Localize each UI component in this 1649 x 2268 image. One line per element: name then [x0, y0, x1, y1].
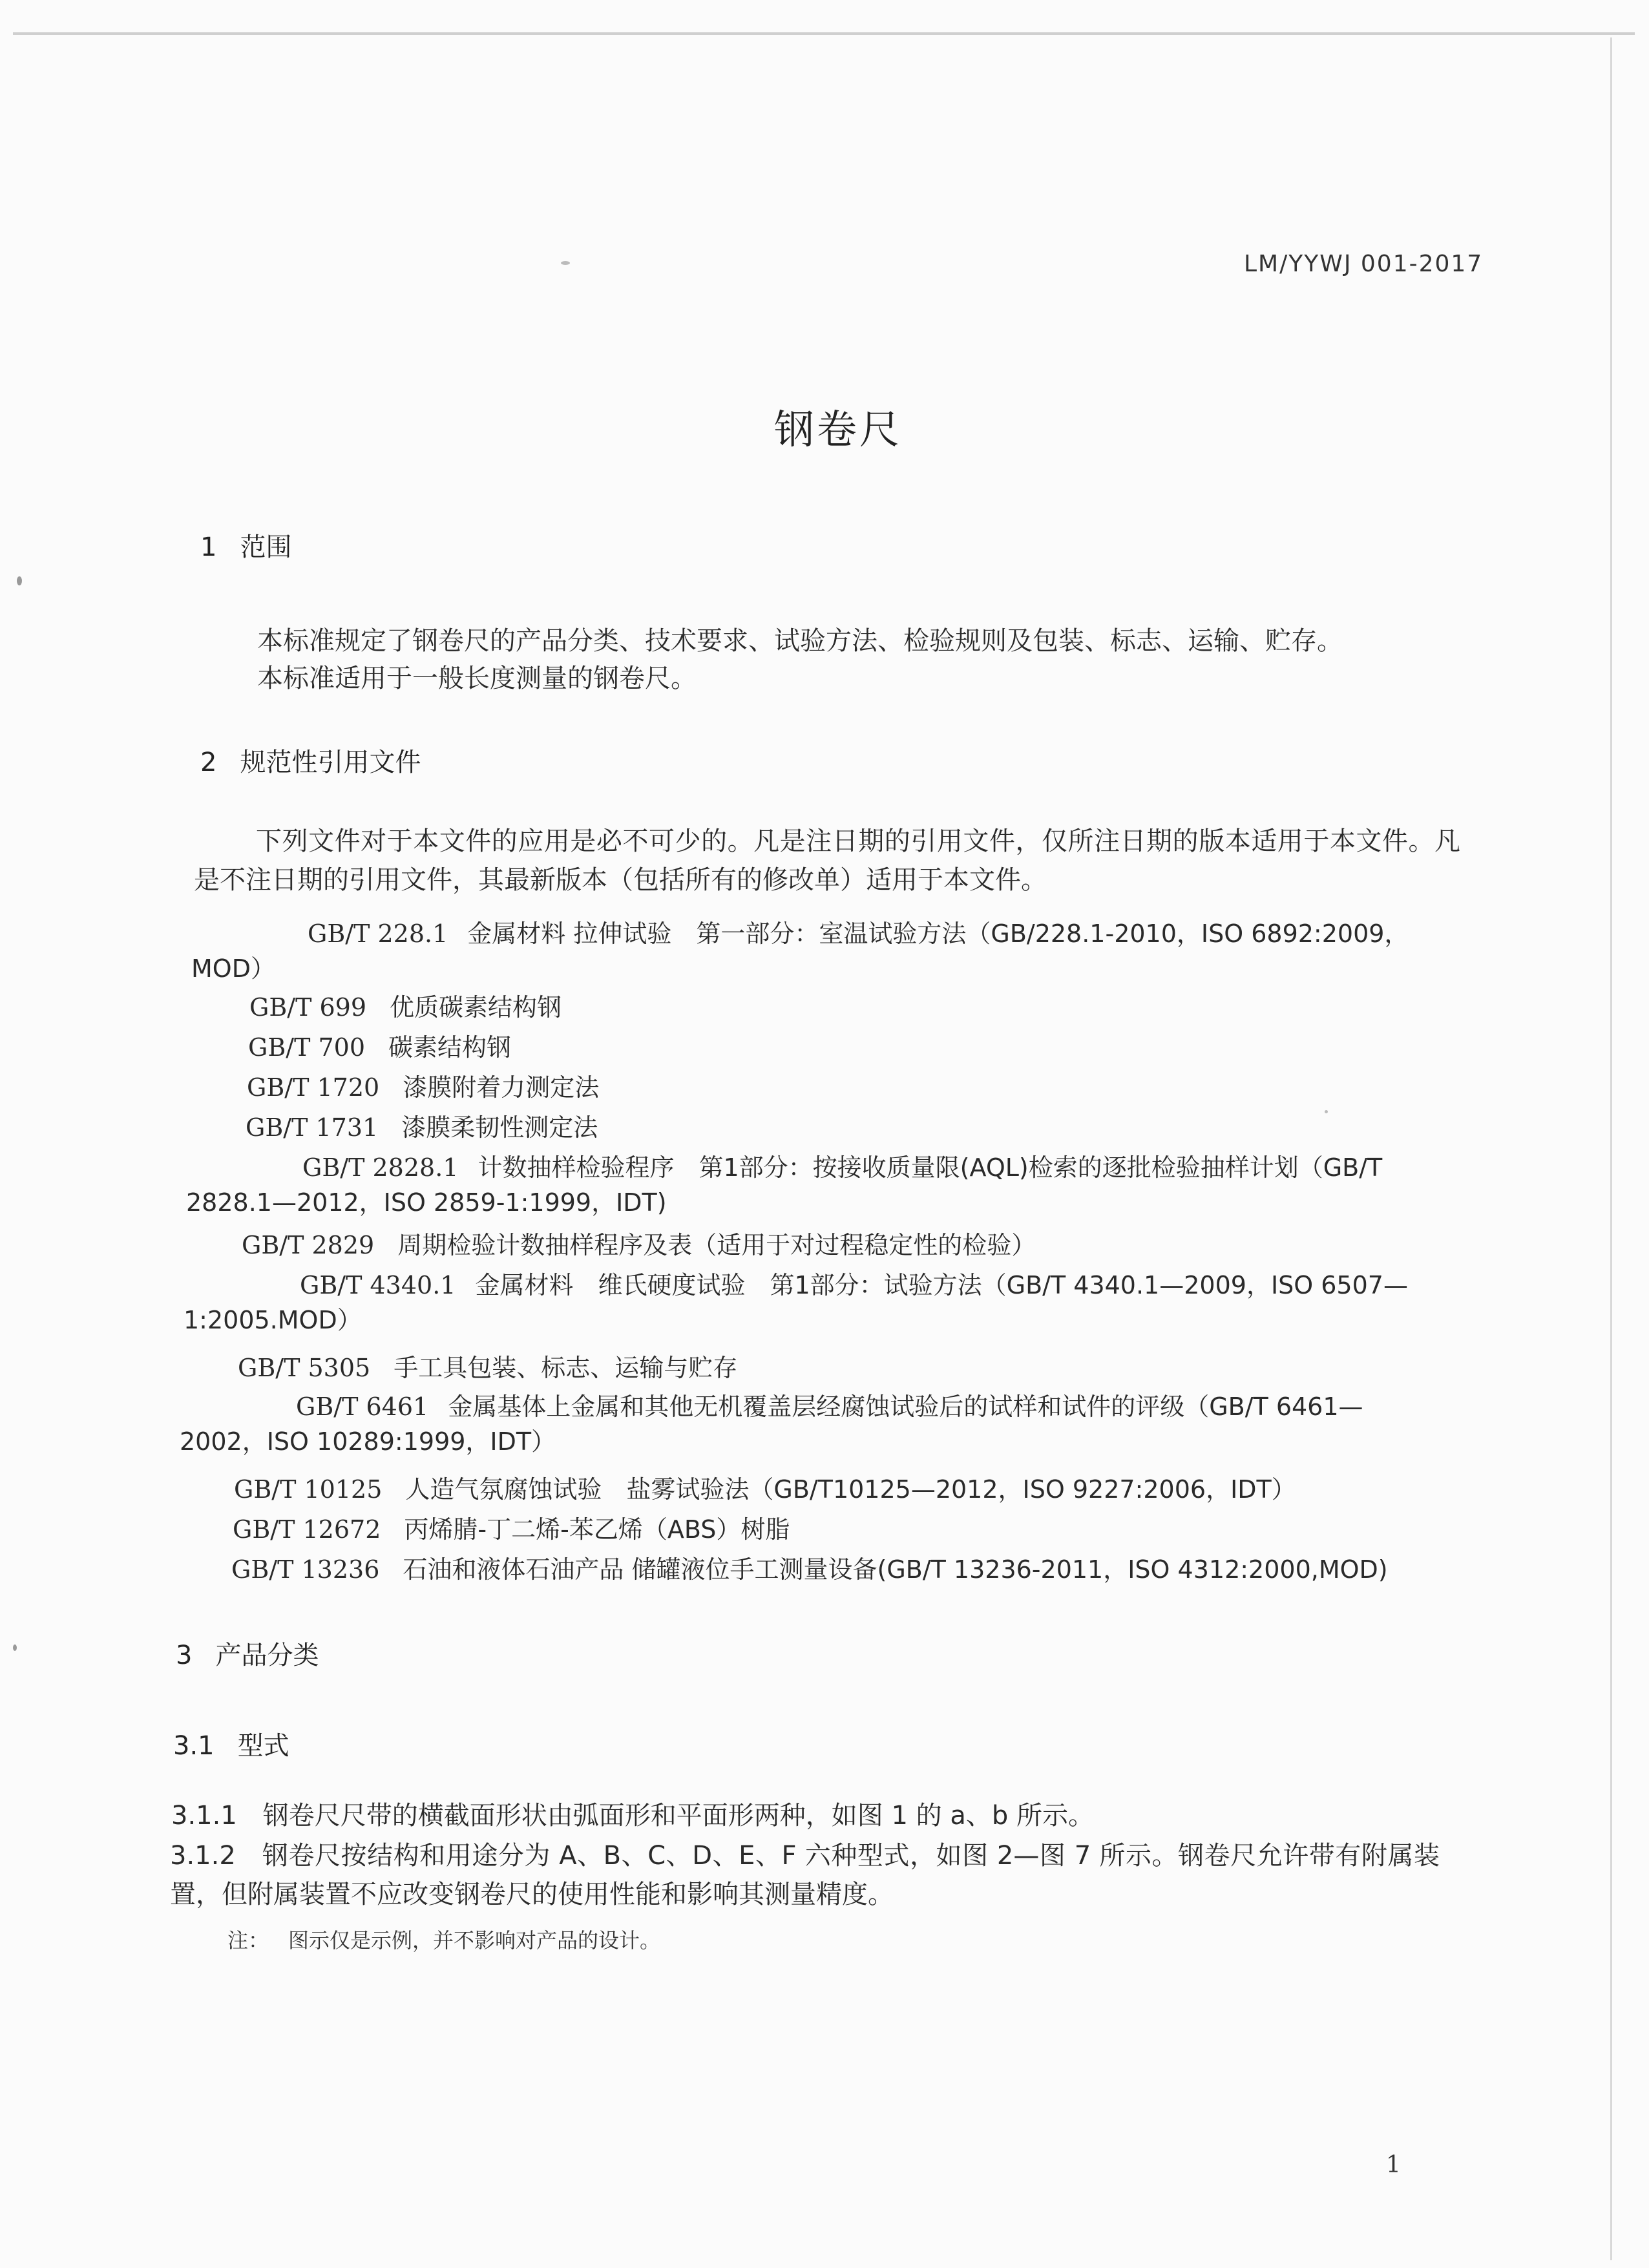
section-number: 1	[200, 532, 217, 562]
reference-title: 手工具包装、标志、运输与贮存	[394, 1354, 738, 1382]
reference-code: GB/T 1731	[246, 1113, 379, 1142]
clause-3-1-1	[171, 1796, 1094, 1835]
reference-title: 周期检验计数抽样程序及表（适用于对过程稳定性的检验）	[397, 1231, 1036, 1259]
section-3-heading	[176, 1635, 319, 1672]
reference-title: 漆膜附着力测定法	[403, 1073, 600, 1102]
scan-speck	[17, 576, 22, 585]
reference-code: GB/T 13236	[231, 1555, 380, 1584]
reference-item	[249, 990, 562, 1025]
clause-number: 3.1.1	[171, 1801, 237, 1831]
scan-speck	[13, 1644, 17, 1651]
reference-title: 漆膜柔韧性测定法	[401, 1113, 598, 1142]
reference-item	[233, 1512, 790, 1547]
scan-speck	[561, 261, 570, 265]
reference-title: 金属材料 维氏硬度试验 第1部分：试验方法（GB/T 4340.1—2009，ISO 6507—1:2005.MOD）	[184, 1271, 1408, 1334]
scope-paragraph-1: 本标准规定了钢卷尺的产品分类、技术要求、试验方法、检验规则及包装、标志、运输、贮存。	[257, 626, 1343, 656]
reference-code: GB/T 1720	[247, 1073, 380, 1102]
reference-item	[191, 916, 1458, 986]
reference-title: 金属材料 拉伸试验 第一部分：室温试验方法（GB/228.1-2010，ISO 6892:2009，MOD）	[191, 919, 1409, 983]
note-text: 图示仅是示例，并不影响对产品的设计。	[288, 1928, 661, 1953]
reference-code: GB/T 2828.1	[302, 1153, 459, 1182]
reference-title: 石油和液体石油产品 储罐液位手工测量设备(GB/T 13236-2011，ISO 4312:2000,MOD)	[403, 1555, 1388, 1584]
reference-item	[247, 1070, 599, 1105]
reference-item	[246, 1110, 598, 1145]
reference-code: GB/T 699	[249, 993, 367, 1022]
reference-code: GB/T 4340.1	[300, 1271, 456, 1299]
section-1-heading	[200, 527, 291, 563]
section-title: 产品分类	[215, 1641, 319, 1670]
scan-speck	[1325, 1110, 1328, 1113]
reference-code: GB/T 228.1	[308, 919, 448, 948]
section-3-1-heading	[173, 1725, 289, 1762]
section-title: 规范性引用文件	[240, 748, 421, 777]
reference-title: 优质碳素结构钢	[390, 993, 562, 1022]
reference-title: 计数抽样检验程序 第1部分：按接收质量限(AQL)检索的逐批检验抽样计划（GB/T 2828.1—2012，ISO 2859-1:1999，IDT)	[186, 1153, 1383, 1217]
reference-code: GB/T 6461	[296, 1392, 429, 1421]
section-number: 2	[200, 748, 217, 777]
page-number: 1	[1386, 2152, 1401, 2178]
reference-item	[184, 1268, 1450, 1338]
section-number: 3	[176, 1641, 193, 1670]
reference-item	[186, 1150, 1453, 1220]
scan-top-edge	[13, 32, 1635, 35]
reference-code: GB/T 12672	[233, 1515, 381, 1544]
document-title: 钢卷尺	[774, 406, 903, 453]
reference-item	[238, 1350, 737, 1385]
reference-item	[242, 1228, 1036, 1263]
section-2-heading	[200, 742, 421, 779]
figure-note	[227, 1924, 660, 1954]
reference-code: GB/T 5305	[238, 1354, 371, 1382]
reference-title: 金属基体上金属和其他无机覆盖层经腐蚀试验后的试样和试件的评级（GB/T 6461—2002，ISO 10289:1999，IDT）	[180, 1392, 1363, 1456]
clause-text: 钢卷尺尺带的横截面形状由弧面形和平面形两种，如图 1 的 a、b 所示。	[262, 1801, 1094, 1831]
reference-title: 丙烯腈-丁二烯-苯乙烯（ABS）树脂	[404, 1515, 790, 1544]
reference-item	[248, 1030, 511, 1065]
reference-item	[231, 1552, 1388, 1587]
references-intro: 下列文件对于本文件的应用是必不可少的。凡是注日期的引用文件，仅所注日期的版本适用于本文件。凡是不注日期的引用文件，其最新版本（包括所有的修改单）适用于本文件。	[194, 826, 1460, 895]
reference-title: 碳素结构钢	[388, 1033, 512, 1062]
clause-3-1-2	[170, 1836, 1440, 1914]
section-title: 范围	[240, 532, 292, 562]
scope-paragraph-2: 本标准适用于一般长度测量的钢卷尺。	[257, 664, 697, 693]
scan-right-edge	[1610, 37, 1612, 2260]
clause-text: 钢卷尺按结构和用途分为 A、B、C、D、E、F 六种型式，如图 2—图 7 所示。钢卷尺允许带有附属装置，但附属装置不应改变钢卷尺的使用性能和影响其测量精度。	[170, 1841, 1440, 1909]
clause-number: 3.1.2	[170, 1841, 236, 1871]
reference-item	[234, 1472, 1296, 1507]
reference-title: 人造气氛腐蚀试验 盐雾试验法（GB/T10125—2012，ISO 9227:2006，IDT）	[405, 1475, 1296, 1504]
reference-code: GB/T 700	[248, 1033, 366, 1062]
reference-code: GB/T 10125	[234, 1475, 383, 1504]
reference-code: GB/T 2829	[242, 1231, 375, 1259]
section-number: 3.1	[173, 1731, 215, 1761]
reference-item	[180, 1389, 1446, 1459]
note-label: 注：	[227, 1928, 269, 1953]
document-code: LM/YYWJ 001-2017	[1244, 251, 1484, 277]
section-title: 型式	[237, 1731, 289, 1761]
